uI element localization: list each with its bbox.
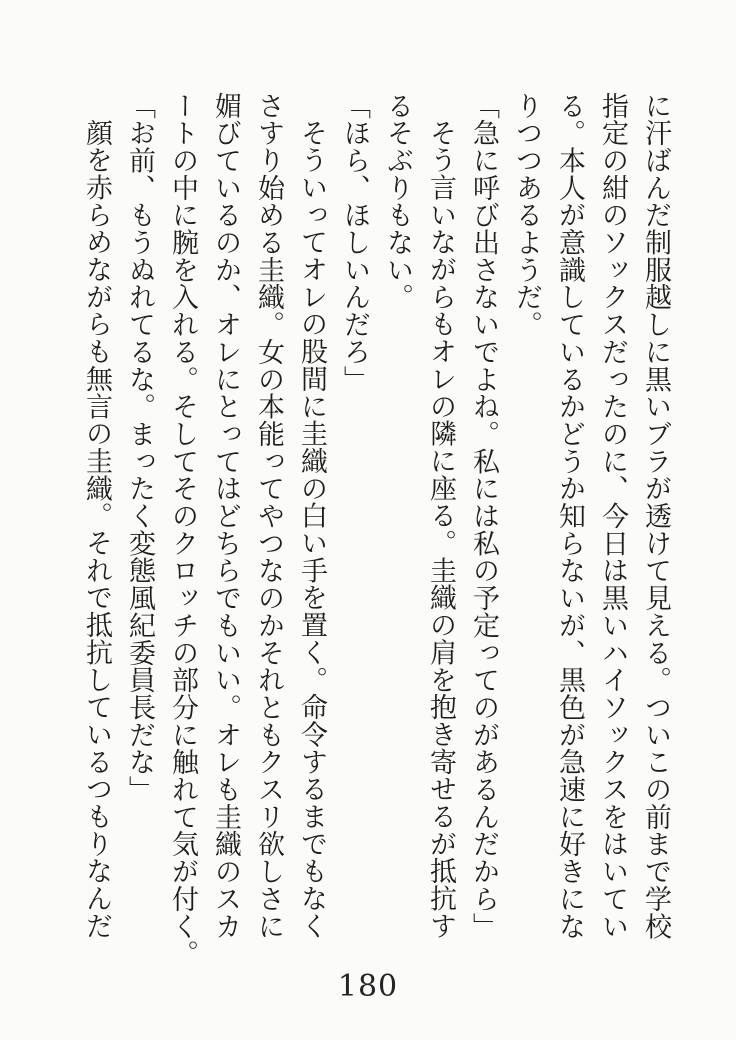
text-line: さすり始める圭織。女の本能ってやつなのかそれともクスリ欲しさに xyxy=(253,92,284,940)
text-line: 「お前、もうぬれてるな。まったく変態風紀委員長だな」 xyxy=(124,92,155,804)
text-line: に汗ばんだ制服越しに黒いブラが透けて見える。ついこの前まで学校 xyxy=(640,92,671,940)
text-line: 「ほら、ほしいんだろ」 xyxy=(339,92,370,393)
text-line: ートの中に腕を入れる。そしてそのクロッチの部分に触れて気が付く。 xyxy=(167,92,198,968)
text-line: そういってオレの股間に圭織の白い手を置く。命令するまでもなく xyxy=(296,119,327,940)
text-line: 指定の紺のソックスだったのに、今日は黒いハイソックスをはいてい xyxy=(597,92,628,940)
text-line: るそぶりもない。 xyxy=(382,92,413,311)
text-line: 「急に呼び出さないでよね。私には私の予定ってのがあるんだから」 xyxy=(468,92,499,940)
page-number: 180 xyxy=(337,969,399,1004)
page-text xyxy=(75,92,677,970)
text-line: 顔を赤らめながらも無言の圭織。それで抵抗しているつもりなんだ xyxy=(81,119,112,940)
text-line: りつつあるようだ。 xyxy=(511,92,542,339)
text-line: 媚びているのか、オレにとってはどちらでもいい。オレも圭織のスカ xyxy=(210,92,241,940)
text-line: そう言いながらもオレの隣に座る。圭織の肩を抱き寄せるが抵抗す xyxy=(425,119,456,940)
text-line: る。本人が意識しているかどうか知らないが、黒色が急速に好きにな xyxy=(554,92,585,940)
